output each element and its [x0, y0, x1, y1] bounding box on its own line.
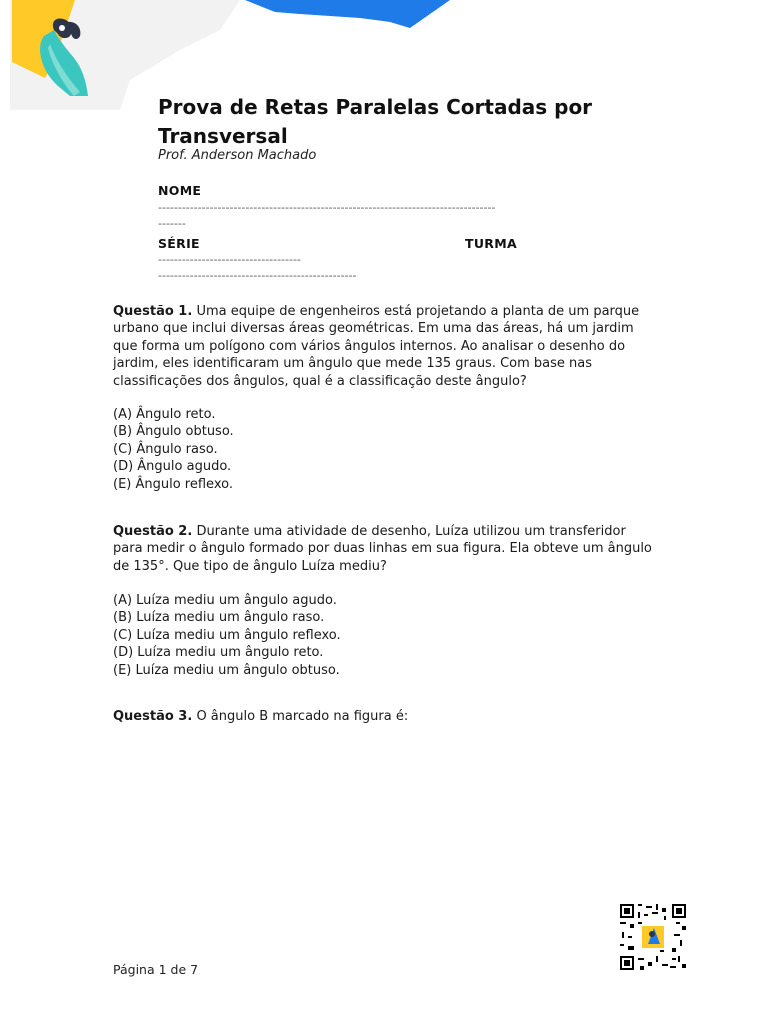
- q2-option-c[interactable]: (C) Luíza mediu um ângulo reflexo.: [113, 627, 341, 643]
- question-3-text: O ângulo B marcado na figura é:: [196, 709, 409, 724]
- question-1-text: Uma equipe de engenheiros está projetando a planta de um parque urbano que inclui diversas áreas geométricas. Em uma das áreas, há um jardim que forma um polígono com vários ângulos internos. Ao analisar o desenho do jardim, eles identificaram um ângulo que mede 135 graus. Com base nas classificações dos ângulos, qual é a classificação deste ângulo?: [113, 304, 640, 389]
- question-1: [113, 303, 653, 390]
- question-1-options: [113, 406, 234, 493]
- turma-label: TURMA: [465, 236, 517, 251]
- q1-option-e[interactable]: (E) Ângulo reflexo.: [113, 476, 233, 492]
- q1-option-d[interactable]: (D) Ângulo agudo.: [113, 459, 232, 475]
- question-2-options: [113, 592, 341, 679]
- turma-line[interactable]: --------------------------------------------------: [158, 269, 357, 282]
- author: Prof. Anderson Machado: [158, 148, 317, 163]
- blue-shape: [245, 0, 450, 28]
- q1-option-a[interactable]: (A) Ângulo reto.: [113, 407, 216, 422]
- nome-label: NOME: [158, 183, 202, 198]
- question-2-label: Questão 2.: [113, 524, 193, 539]
- nome-line[interactable]: -------------------------------------------------------------------------------------: [158, 201, 496, 214]
- question-2: [113, 523, 653, 575]
- q2-option-e[interactable]: (E) Luíza mediu um ângulo obtuso.: [113, 662, 340, 678]
- qr-code-icon[interactable]: [620, 904, 686, 970]
- nome-line-continued[interactable]: -------: [158, 217, 186, 230]
- q2-option-b[interactable]: (B) Luíza mediu um ângulo raso.: [113, 610, 325, 626]
- page-number: Página 1 de 7: [113, 962, 199, 977]
- question-3-label: Questão 3.: [113, 709, 193, 724]
- page-title: Prova de Retas Paralelas Cortadas por Transversal: [158, 95, 593, 148]
- question-2-text: Durante uma atividade de desenho, Luíza utilizou um transferidor para medir o ângulo formado por duas linhas em sua figura. Ela obteve um ângulo de 135°. Que tipo de ângulo Luíza mediu?: [113, 524, 652, 574]
- question-1-label: Questão 1.: [113, 304, 193, 319]
- q2-option-d[interactable]: (D) Luíza mediu um ângulo reto.: [113, 645, 324, 661]
- q1-option-b[interactable]: (B) Ângulo obtuso.: [113, 424, 234, 440]
- q2-option-a[interactable]: (A) Luíza mediu um ângulo agudo.: [113, 593, 337, 608]
- serie-label: SÉRIE: [158, 236, 200, 251]
- serie-line[interactable]: ------------------------------------: [158, 253, 301, 266]
- q1-option-c[interactable]: (C) Ângulo raso.: [113, 441, 218, 457]
- question-3: [113, 708, 653, 725]
